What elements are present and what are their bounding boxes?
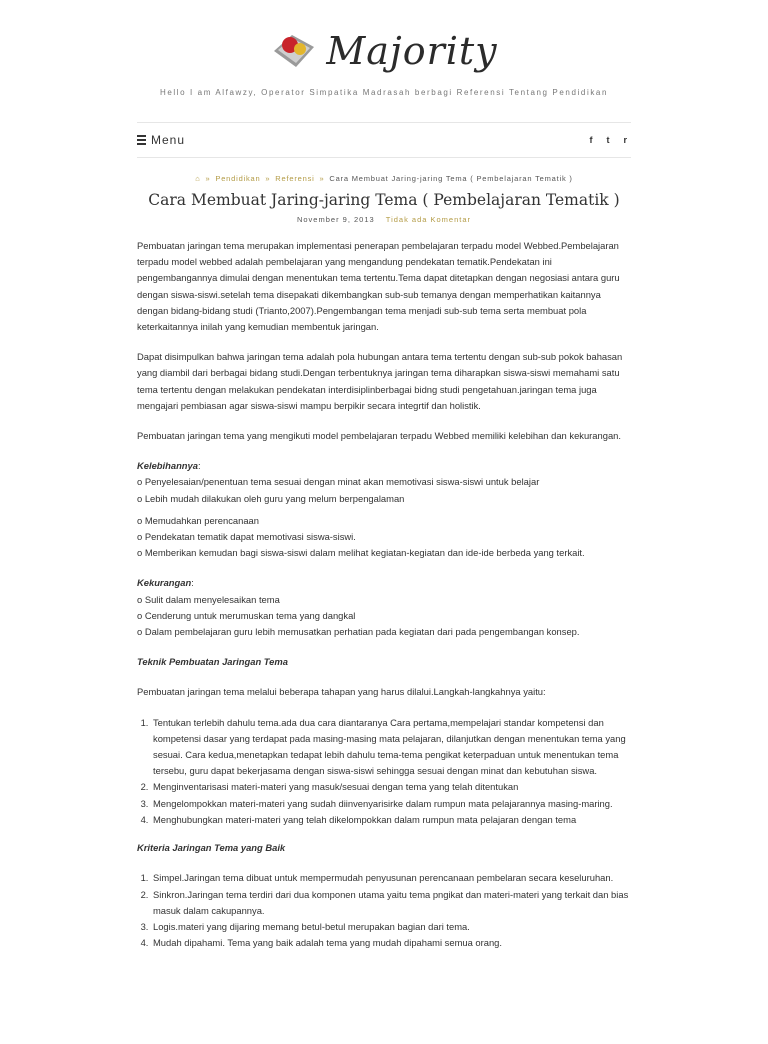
kelebihan-label: Kelebihannya (137, 460, 198, 472)
list-item: o Dalam pembelajaran guru lebih memusatkan perhatian pada kegiatan dari pada pengembangan konsep. (137, 626, 580, 638)
list-item: o Pendekatan tematik dapat memotivasi siswa-siswi. (137, 531, 356, 543)
comments-link[interactable]: Tidak ada Komentar (385, 215, 472, 224)
facebook-icon[interactable]: f (589, 135, 593, 145)
site-logo[interactable] (137, 20, 631, 82)
list-item: o Lebih mudah dilakukan oleh guru yang melum berpengalaman (137, 492, 405, 504)
list-item: 3. Logis.materi yang dijaring memang betul-betul merupakan bagian dari tema. (151, 919, 631, 935)
kekurangan-section: Kekurangan: o Sulit dalam menyelesaikan tema o Cenderung untuk merumuskan tema yang dangkal o Dalam pembelajaran guru lebih memusatkan perhatian pada kegiatan dari pada pengembangan konsep. (137, 575, 631, 640)
kelebihan-section: Kelebihannya: o Penyelesaian/penentuan tema sesuai dengan minat akan memotivasi siswa-siswi untuk belajar o Lebih mudah dilakukan oleh guru yang melum berpengalaman o Memudahkan perencanaan o Pendekatan tematik dapat memotivasi siswa-siswi. o Memberikan kemudan bagi siswa-siswi dalam melihat kegiatan-kegiatan dan ide-ide berbeda yang terkait. (137, 458, 631, 561)
list-item: 4. Menghubungkan materi-materi yang telah dikelompokkan dalam rumpun mata pelajaran dengan tema (151, 812, 631, 828)
site-tagline: Hello I am Alfawzy, Operator Simpatika Madrasah berbagi Referensi Tentang Pendidikan (159, 88, 609, 97)
post-content (137, 238, 631, 951)
list-item: o Memudahkan perencanaan (137, 514, 259, 526)
post-meta (137, 215, 631, 224)
menu-label: Menu (151, 133, 186, 147)
paragraph-1: Pembuatan jaringan tema merupakan implementasi penerapan pembelajaran terpadu model Webbed.Pembelajaran terpadu model webbed adalah pembelajaran yang mengandung pendekatan tematik.Pendekatan ini pengembangannya dimulai dengan menentukan tema tertentu.Tema dapat ditetapkan dengan negosiasi antara guru dengan siswa-siswi.setelah tema disepakati dikembangkan sub-sub temanya dengan memperhatikan kaitannya dengan bidang-bidang studi (Trianto,2007).Pengembangan tema menjadi sub-sub tema serta membuat pola keterkaitannya inilah yang kemudian membentuk jaringan. (137, 240, 620, 333)
list-item: 2. Menginventarisasi materi-materi yang masuk/sesuai dengan tema yang telah ditentukan (151, 779, 631, 795)
list-item: 1. Tentukan terlebih dahulu tema.ada dua cara diantaranya Cara pertama,mempelajari standar kompetensi dan kompetensi dasar yang terdapat pada masing-masing mata pelajaran, dilanjutkan dengan menentukan tema yang sesuai. Cara kedua,menetapkan tedapat lebih dahulu tema-tema pengikat keterpaduan untuk menentukan tema tersebu, guru dapat bekerjasama dengan siswa-siswi sehingga sesuai dengan minat dan kebutuhan siswa. (151, 715, 631, 780)
home-icon[interactable]: ⌂ (195, 174, 201, 183)
post-title: Cara Membuat Jaring-jaring Tema ( Pembelajaran Tematik ) (148, 191, 620, 209)
list-item: 1. Simpel.Jaringan tema dibuat untuk mempermudah penyusunan perencanaan pembelaran secara keseluruhan. (151, 870, 631, 886)
teknik-heading: Teknik Pembuatan Jaringan Tema (137, 656, 288, 668)
list-item: o Penyelesaian/penentuan tema sesuai dengan minat akan memotivasi siswa-siswi untuk belajar (137, 476, 540, 488)
twitter-icon[interactable]: t (606, 135, 610, 145)
logo-emblem-icon (270, 29, 320, 73)
list-item: o Memberikan kemudan bagi siswa-siswi dalam melihat kegiatan-kegiatan dan ide-ide berbeda yang terkait. (137, 547, 585, 559)
social-links (589, 135, 631, 145)
page (137, 20, 631, 951)
list-item: 2. Sinkron.Jaringan tema terdiri dari dua komponen utama yaitu tema pngikat dan materi-materi yang terkait dan bias masuk dalam cakupannya. (151, 887, 631, 919)
breadcrumb: ⌂ » Pendidikan » Referensi » Cara Membuat Jaring-jaring Tema ( Pembelajaran Tematik ) (195, 174, 573, 183)
kriteria-heading: Kriteria Jaringan Tema yang Baik (137, 842, 286, 854)
breadcrumb-current: Cara Membuat Jaring-jaring Tema ( Pembelajaran Tematik ) (329, 174, 573, 183)
list-item: 4. Mudah dipahami. Tema yang baik adalah tema yang mudah dipahami semua orang. (151, 935, 631, 951)
hamburger-icon (137, 133, 146, 147)
navbar (137, 122, 631, 158)
list-item: o Sulit dalam menyelesaikan tema (137, 593, 280, 605)
breadcrumb-pendidikan[interactable]: Pendidikan (215, 174, 261, 183)
list-item: o Cenderung untuk merumuskan tema yang dangkal (137, 609, 356, 621)
teknik-intro: Pembuatan jaringan tema melalui beberapa tahapan yang harus dilalui.Langkah-langkahnya yaitu: (137, 686, 546, 698)
paragraph-2: Dapat disimpulkan bahwa jaringan tema adalah pola hubungan antara tema tertentu dengan sub-sub pokok bahasan yang diambil dari berbagai bidang studi.Dengan terbentuknya jaringan tema diharapkan siswa-siswi memahami satu tema tertentu dengan melakukan pendekatan interdisiplinberbagai bidng studi pengetahuan.jaringan tema juga mengajari pembiasan agar siswa-siswi mampu berpikir secara integrtif dan holistik. (137, 351, 623, 411)
kekurangan-label: Kekurangan (137, 577, 192, 589)
kriteria-list (137, 870, 631, 951)
menu-button[interactable] (137, 133, 185, 147)
paragraph-3: Pembuatan jaringan tema yang mengikuti model pembelajaran terpadu Webbed memiliki kelebihan dan kekurangan. (137, 430, 621, 442)
list-item: 3. Mengelompokkan materi-materi yang sudah diinvenyarisirke dalam rumpun mata pelajarannya masing-maring. (151, 796, 631, 812)
rss-icon[interactable]: r (623, 135, 627, 145)
breadcrumb-referensi[interactable]: Referensi (275, 174, 315, 183)
post-date: November 9, 2013 (296, 215, 375, 224)
logo-text: Majority (326, 29, 498, 73)
teknik-steps (137, 715, 631, 828)
